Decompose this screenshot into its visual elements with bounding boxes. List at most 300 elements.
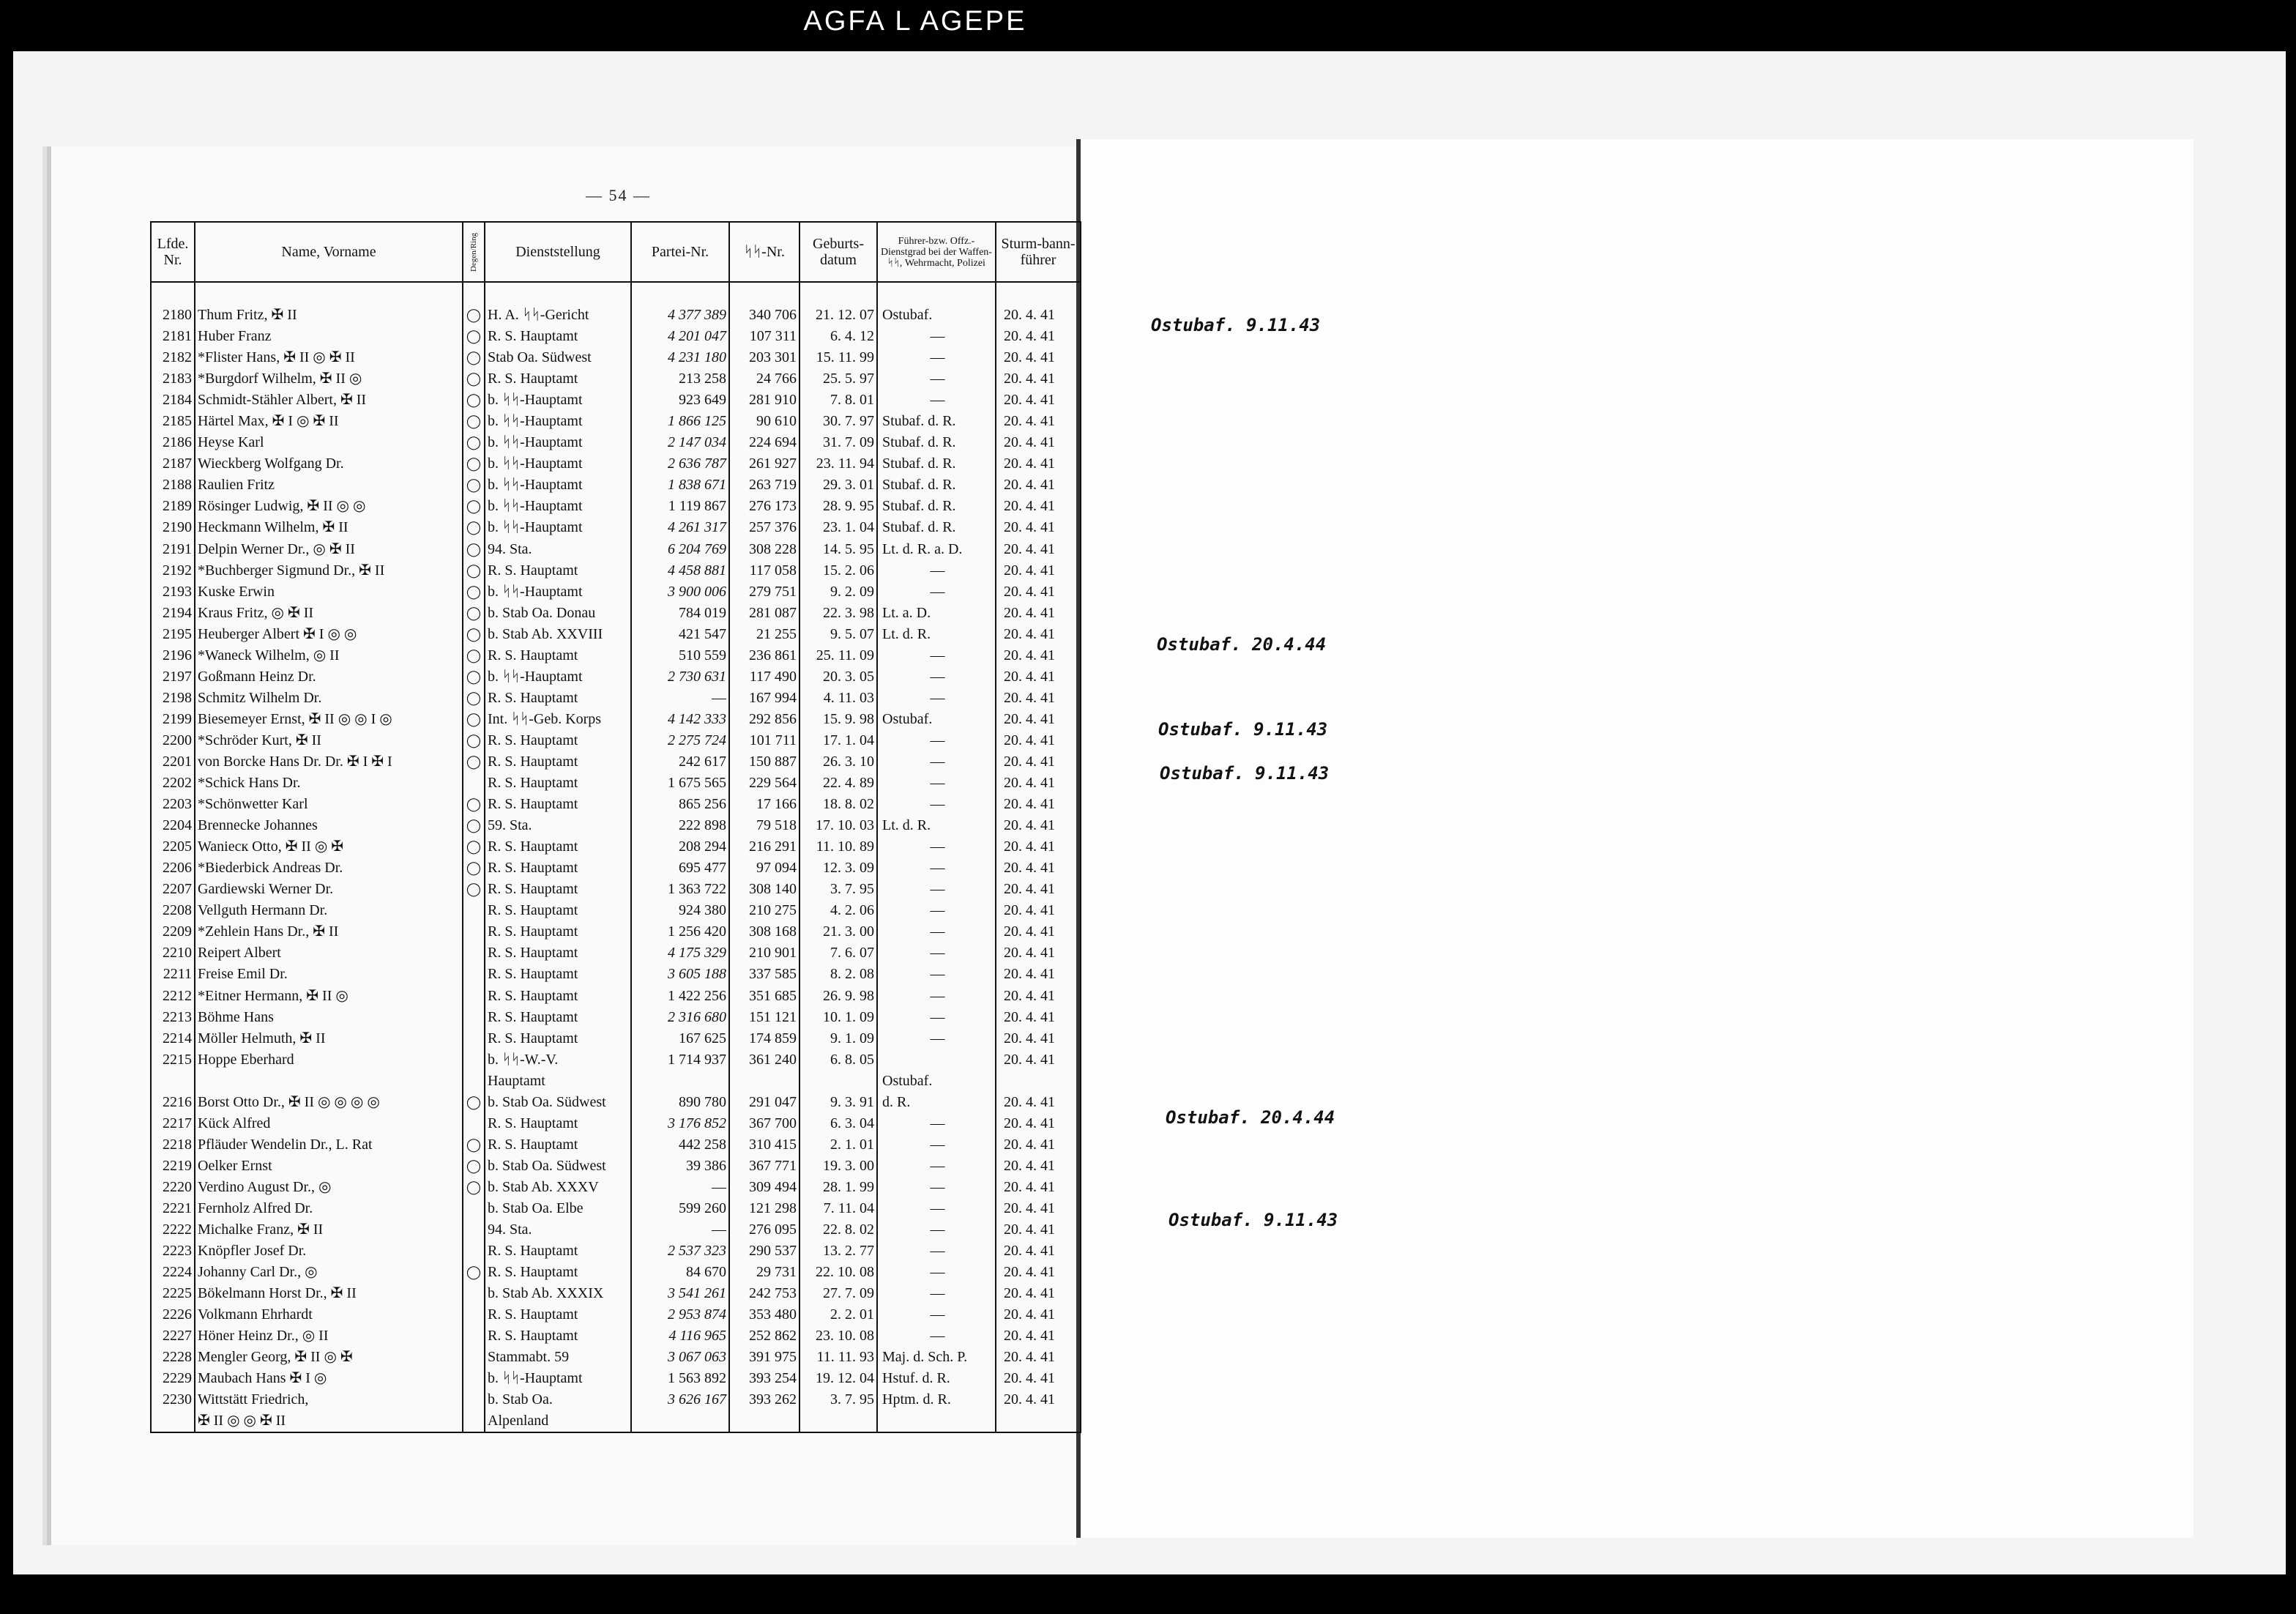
- cell-ss: 310 415: [729, 1134, 800, 1156]
- cell-partei: 865 256: [631, 794, 729, 815]
- cell-rank: —: [877, 773, 996, 794]
- cell-sturm: 20. 4. 41: [996, 1113, 1081, 1134]
- cell-ring: ◯: [463, 560, 485, 581]
- cell-ss: 21 255: [729, 624, 800, 645]
- cell-nr: 2187: [151, 453, 195, 475]
- cell-sturm: 20. 4. 41: [996, 1389, 1081, 1410]
- cell-rank: —: [877, 1198, 996, 1219]
- cell-nr: 2223: [151, 1241, 195, 1262]
- cell-ring: ◯: [463, 709, 485, 730]
- cell-rank: —: [877, 1283, 996, 1304]
- cell-geb: 25. 5. 97: [800, 368, 877, 390]
- cell-dienst: R. S. Hauptamt: [485, 964, 631, 985]
- cell-sturm: 20. 4. 41: [996, 709, 1081, 730]
- cell-name: Raulien Fritz: [195, 475, 463, 496]
- cell-rank: —: [877, 390, 996, 411]
- right-page: [1076, 139, 2194, 1538]
- cell-rank: —: [877, 730, 996, 751]
- cell-dienst: R. S. Hauptamt: [485, 645, 631, 666]
- cell-ring: ◯: [463, 453, 485, 475]
- cell-name: Mengler Georg, ✠ II ◎ ✠: [195, 1347, 463, 1368]
- cell-ss: 252 862: [729, 1325, 800, 1347]
- cell-partei: 2 730 631: [631, 666, 729, 688]
- cell-sturm: 20. 4. 41: [996, 688, 1081, 709]
- cell-sturm: 20. 4. 41: [996, 1325, 1081, 1347]
- cell-sturm: 20. 4. 41: [996, 1283, 1081, 1304]
- cell-name: Maubach Hans ✠ I ◎: [195, 1368, 463, 1389]
- cell-ring: [463, 1368, 485, 1389]
- cell-ss: 210 901: [729, 942, 800, 964]
- cell-nr: 2215: [151, 1049, 195, 1071]
- cell-name: Gardiewski Werner Dr.: [195, 879, 463, 900]
- cell-geb: 30. 7. 97: [800, 411, 877, 432]
- cell-nr: 2227: [151, 1325, 195, 1347]
- cell-ring: [463, 1071, 485, 1092]
- cell-geb: 9. 5. 07: [800, 624, 877, 645]
- cell-geb: 23. 1. 04: [800, 517, 877, 538]
- cell-nr: 2226: [151, 1304, 195, 1325]
- cell-ss: 276 095: [729, 1219, 800, 1241]
- cell-name: *Biederbick Andreas Dr.: [195, 858, 463, 879]
- table-row: [151, 986, 1081, 1007]
- cell-nr: 2191: [151, 539, 195, 560]
- cell-partei: 4 458 881: [631, 560, 729, 581]
- cell-ring: ◯: [463, 1092, 485, 1113]
- cell-name: *Schick Hans Dr.: [195, 773, 463, 794]
- cell-ss: 281 087: [729, 603, 800, 624]
- cell-dienst: b. ᛋᛋ-Hauptamt: [485, 517, 631, 538]
- cell-nr: 2192: [151, 560, 195, 581]
- cell-sturm: 20. 4. 41: [996, 773, 1081, 794]
- cell-partei: 1 675 565: [631, 773, 729, 794]
- cell-geb: 2. 1. 01: [800, 1134, 877, 1156]
- cell-ring: [463, 1304, 485, 1325]
- table-row: [151, 581, 1081, 603]
- cell-ring: [463, 1325, 485, 1347]
- cell-sturm: 20. 4. 41: [996, 1304, 1081, 1325]
- cell-sturm: 20. 4. 41: [996, 1241, 1081, 1262]
- cell-partei: 213 258: [631, 368, 729, 390]
- cell-nr: 2201: [151, 751, 195, 773]
- cell-partei: 3 541 261: [631, 1283, 729, 1304]
- cell-dienst: b. ᛋᛋ-Hauptamt: [485, 1368, 631, 1389]
- table-row: [151, 1071, 1081, 1092]
- cell-ring: [463, 1198, 485, 1219]
- cell-nr: 2229: [151, 1368, 195, 1389]
- cell-dienst: R. S. Hauptamt: [485, 1325, 631, 1347]
- cell-partei: 1 838 671: [631, 475, 729, 496]
- table-row: [151, 751, 1081, 773]
- cell-name: Wittstätt Friedrich,: [195, 1389, 463, 1410]
- cell-partei: 39 386: [631, 1156, 729, 1177]
- cell-ring: [463, 986, 485, 1007]
- cell-rank: —: [877, 1304, 996, 1325]
- cell-rank: —: [877, 836, 996, 858]
- cell-dienst: R. S. Hauptamt: [485, 1113, 631, 1134]
- cell-geb: 4. 2. 06: [800, 900, 877, 921]
- cell-sturm: 20. 4. 41: [996, 347, 1081, 368]
- table-row: [151, 1241, 1081, 1262]
- table-row: [151, 326, 1081, 347]
- cell-ss: 279 751: [729, 581, 800, 603]
- cell-geb: [800, 1410, 877, 1432]
- cell-ss: 393 254: [729, 1368, 800, 1389]
- cell-ss: 24 766: [729, 368, 800, 390]
- table-row: [151, 1134, 1081, 1156]
- cell-geb: 17. 10. 03: [800, 815, 877, 836]
- cell-name: Huber Franz: [195, 326, 463, 347]
- cell-nr: 2220: [151, 1177, 195, 1198]
- cell-sturm: 20. 4. 41: [996, 986, 1081, 1007]
- cell-name: Delpin Werner Dr., ◎ ✠ II: [195, 539, 463, 560]
- cell-dienst: R. S. Hauptamt: [485, 921, 631, 942]
- cell-ring: ◯: [463, 347, 485, 368]
- cell-ring: ◯: [463, 858, 485, 879]
- table-row: [151, 453, 1081, 475]
- cell-nr: 2199: [151, 709, 195, 730]
- cell-dienst: R. S. Hauptamt: [485, 836, 631, 858]
- cell-sturm: 20. 4. 41: [996, 305, 1081, 326]
- cell-partei: [631, 1071, 729, 1092]
- cell-partei: 6 204 769: [631, 539, 729, 560]
- cell-geb: 7. 11. 04: [800, 1198, 877, 1219]
- cell-dienst: R. S. Hauptamt: [485, 1007, 631, 1028]
- cell-ring: ◯: [463, 496, 485, 517]
- table-row: [151, 603, 1081, 624]
- handwritten-note: Ostubaf. 9.11.43: [1160, 763, 1330, 784]
- cell-sturm: 20. 4. 41: [996, 1198, 1081, 1219]
- cell-nr: 2196: [151, 645, 195, 666]
- cell-geb: 23. 11. 94: [800, 453, 877, 475]
- cell-sturm: 20. 4. 41: [996, 900, 1081, 921]
- cell-ss: 90 610: [729, 411, 800, 432]
- table-row: [151, 1304, 1081, 1325]
- header-sturm: Sturm-bann-führer: [996, 222, 1081, 282]
- cell-sturm: 20. 4. 41: [996, 475, 1081, 496]
- cell-partei: 3 176 852: [631, 1113, 729, 1134]
- cell-partei: —: [631, 1177, 729, 1198]
- cell-partei: 1 866 125: [631, 411, 729, 432]
- cell-name: *Waneck Wilhelm, ◎ II: [195, 645, 463, 666]
- cell-ring: [463, 773, 485, 794]
- cell-geb: 27. 7. 09: [800, 1283, 877, 1304]
- cell-ss: 210 275: [729, 900, 800, 921]
- cell-name: Kück Alfred: [195, 1113, 463, 1134]
- cell-partei: 890 780: [631, 1092, 729, 1113]
- cell-nr: 2225: [151, 1283, 195, 1304]
- cell-rank: Stubaf. d. R.: [877, 496, 996, 517]
- cell-sturm: 20. 4. 41: [996, 368, 1081, 390]
- cell-geb: 21. 3. 00: [800, 921, 877, 942]
- page-number: — 54 —: [586, 186, 651, 204]
- cell-ring: ◯: [463, 517, 485, 538]
- cell-ring: ◯: [463, 794, 485, 815]
- cell-dienst: R. S. Hauptamt: [485, 751, 631, 773]
- cell-sturm: 20. 4. 41: [996, 751, 1081, 773]
- cell-ss: 393 262: [729, 1389, 800, 1410]
- cell-geb: 6. 8. 05: [800, 1049, 877, 1071]
- cell-ring: [463, 1219, 485, 1241]
- cell-nr: 2218: [151, 1134, 195, 1156]
- table-row: [151, 836, 1081, 858]
- cell-name: [195, 1071, 463, 1092]
- table-row: [151, 1347, 1081, 1368]
- cell-dienst: b. Stab Oa. Donau: [485, 603, 631, 624]
- cell-ring: [463, 1347, 485, 1368]
- table-row: [151, 517, 1081, 538]
- cell-ss: 151 121: [729, 1007, 800, 1028]
- cell-name: Verdino August Dr., ◎: [195, 1177, 463, 1198]
- handwritten-note: Ostubaf. 9.11.43: [1151, 315, 1321, 335]
- cell-nr: 2213: [151, 1007, 195, 1028]
- cell-partei: 1 563 892: [631, 1368, 729, 1389]
- cell-dienst: Stammabt. 59: [485, 1347, 631, 1368]
- table-row: [151, 368, 1081, 390]
- cell-name: Vellguth Hermann Dr.: [195, 900, 463, 921]
- cell-rank: —: [877, 1219, 996, 1241]
- table-row: [151, 432, 1081, 453]
- cell-dienst: H. A. ᛋᛋ-Gericht: [485, 305, 631, 326]
- cell-geb: 25. 11. 09: [800, 645, 877, 666]
- cell-ss: 337 585: [729, 964, 800, 985]
- film-label: AGFA L AGEPE: [803, 6, 1027, 37]
- cell-geb: 26. 3. 10: [800, 751, 877, 773]
- table-row: [151, 1113, 1081, 1134]
- cell-ring: [463, 1283, 485, 1304]
- cell-ring: ◯: [463, 1177, 485, 1198]
- cell-geb: 28. 1. 99: [800, 1177, 877, 1198]
- cell-dienst: R. S. Hauptamt: [485, 368, 631, 390]
- cell-partei: 167 625: [631, 1028, 729, 1049]
- cell-rank: —: [877, 666, 996, 688]
- table-row: [151, 879, 1081, 900]
- cell-rank: —: [877, 858, 996, 879]
- cell-sturm: 20. 4. 41: [996, 921, 1081, 942]
- cell-rank: Lt. d. R.: [877, 815, 996, 836]
- cell-sturm: 20. 4. 41: [996, 1347, 1081, 1368]
- cell-ss: 107 311: [729, 326, 800, 347]
- cell-ring: [463, 1049, 485, 1071]
- cell-partei: 4 175 329: [631, 942, 729, 964]
- cell-name: *Burgdorf Wilhelm, ✠ II ◎: [195, 368, 463, 390]
- cell-partei: 923 649: [631, 390, 729, 411]
- cell-ss: 351 685: [729, 986, 800, 1007]
- table-row: [151, 1049, 1081, 1071]
- header-geb: Geburts-datum: [800, 222, 877, 282]
- cell-ss: 29 731: [729, 1262, 800, 1283]
- cell-name: Heuberger Albert ✠ I ◎ ◎: [195, 624, 463, 645]
- cell-geb: 11. 10. 89: [800, 836, 877, 858]
- cell-ss: 257 376: [729, 517, 800, 538]
- cell-ring: [463, 1007, 485, 1028]
- cell-nr: 2209: [151, 921, 195, 942]
- cell-ring: ◯: [463, 751, 485, 773]
- cell-partei: 1 256 420: [631, 921, 729, 942]
- cell-name: Oelker Ernst: [195, 1156, 463, 1177]
- cell-name: Pfläuder Wendelin Dr., L. Rat: [195, 1134, 463, 1156]
- cell-geb: 6. 3. 04: [800, 1113, 877, 1134]
- cell-partei: 2 275 724: [631, 730, 729, 751]
- table-row: [151, 794, 1081, 815]
- cell-rank: —: [877, 1113, 996, 1134]
- cell-ss: 261 927: [729, 453, 800, 475]
- cell-ss: 117 490: [729, 666, 800, 688]
- cell-rank: —: [877, 1241, 996, 1262]
- cell-dienst: b. ᛋᛋ-Hauptamt: [485, 390, 631, 411]
- cell-ring: ◯: [463, 688, 485, 709]
- cell-nr: [151, 1071, 195, 1092]
- cell-ss: 150 887: [729, 751, 800, 773]
- cell-nr: 2206: [151, 858, 195, 879]
- cell-name: Goßmann Heinz Dr.: [195, 666, 463, 688]
- cell-partei: 4 201 047: [631, 326, 729, 347]
- cell-nr: 2186: [151, 432, 195, 453]
- cell-partei: 4 231 180: [631, 347, 729, 368]
- cell-name: Kraus Fritz, ◎ ✠ II: [195, 603, 463, 624]
- cell-ss: 308 168: [729, 921, 800, 942]
- cell-nr: 2183: [151, 368, 195, 390]
- cell-dienst: 94. Sta.: [485, 1219, 631, 1241]
- cell-partei: 3 626 167: [631, 1389, 729, 1410]
- cell-ss: 242 753: [729, 1283, 800, 1304]
- cell-partei: 3 605 188: [631, 964, 729, 985]
- cell-ss: 79 518: [729, 815, 800, 836]
- cell-ring: [463, 942, 485, 964]
- cell-nr: 2181: [151, 326, 195, 347]
- cell-ring: ◯: [463, 624, 485, 645]
- cell-rank: —: [877, 1262, 996, 1283]
- cell-dienst: b. ᛋᛋ-Hauptamt: [485, 453, 631, 475]
- cell-geb: 20. 3. 05: [800, 666, 877, 688]
- cell-rank: [877, 1410, 996, 1432]
- cell-dienst: b. Stab Ab. XXVIII: [485, 624, 631, 645]
- table-row: [151, 1262, 1081, 1283]
- cell-dienst: R. S. Hauptamt: [485, 1134, 631, 1156]
- cell-sturm: 20. 4. 41: [996, 326, 1081, 347]
- cell-name: Heckmann Wilhelm, ✠ II: [195, 517, 463, 538]
- cell-name: *Eitner Hermann, ✠ II ◎: [195, 986, 463, 1007]
- cell-name: Johanny Carl Dr., ◎: [195, 1262, 463, 1283]
- table-row: [151, 921, 1081, 942]
- cell-partei: 1 714 937: [631, 1049, 729, 1071]
- cell-rank: —: [877, 751, 996, 773]
- cell-partei: 2 537 323: [631, 1241, 729, 1262]
- cell-ring: ◯: [463, 1156, 485, 1177]
- cell-geb: 4. 11. 03: [800, 688, 877, 709]
- cell-sturm: 20. 4. 41: [996, 1262, 1081, 1283]
- table-row: [151, 1177, 1081, 1198]
- cell-ring: ◯: [463, 603, 485, 624]
- header-nr: Lfde. Nr.: [151, 222, 195, 282]
- cell-geb: 19. 3. 00: [800, 1156, 877, 1177]
- cell-ss: 101 711: [729, 730, 800, 751]
- cell-dienst: 94. Sta.: [485, 539, 631, 560]
- cell-ring: ◯: [463, 879, 485, 900]
- cell-ring: ◯: [463, 815, 485, 836]
- cell-nr: 2190: [151, 517, 195, 538]
- cell-nr: 2202: [151, 773, 195, 794]
- cell-sturm: 20. 4. 41: [996, 794, 1081, 815]
- cell-ss: 263 719: [729, 475, 800, 496]
- cell-sturm: 20. 4. 41: [996, 879, 1081, 900]
- cell-ss: 276 173: [729, 496, 800, 517]
- cell-dienst: R. S. Hauptamt: [485, 794, 631, 815]
- table-row: [151, 858, 1081, 879]
- cell-sturm: 20. 4. 41: [996, 496, 1081, 517]
- cell-rank: Stubaf. d. R.: [877, 517, 996, 538]
- cell-geb: 6. 4. 12: [800, 326, 877, 347]
- cell-dienst: R. S. Hauptamt: [485, 326, 631, 347]
- handwritten-note: Ostubaf. 20.4.44: [1157, 634, 1327, 655]
- cell-rank: Lt. a. D.: [877, 603, 996, 624]
- cell-rank: —: [877, 347, 996, 368]
- cell-sturm: 20. 4. 41: [996, 1219, 1081, 1241]
- cell-geb: 8. 2. 08: [800, 964, 877, 985]
- cell-rank: —: [877, 986, 996, 1007]
- cell-nr: 2208: [151, 900, 195, 921]
- cell-ss: 17 166: [729, 794, 800, 815]
- cell-geb: 23. 10. 08: [800, 1325, 877, 1347]
- cell-nr: 2210: [151, 942, 195, 964]
- cell-rank: Stubaf. d. R.: [877, 475, 996, 496]
- cell-ring: ◯: [463, 390, 485, 411]
- spacer-row: [151, 282, 1081, 305]
- cell-rank: —: [877, 326, 996, 347]
- cell-name: Härtel Max, ✠ I ◎ ✠ II: [195, 411, 463, 432]
- cell-rank: —: [877, 1177, 996, 1198]
- table-row: [151, 964, 1081, 985]
- cell-rank: —: [877, 1156, 996, 1177]
- cell-sturm: 20. 4. 41: [996, 645, 1081, 666]
- cell-nr: 2194: [151, 603, 195, 624]
- cell-rank: Ostubaf.: [877, 1071, 996, 1092]
- cell-partei: 84 670: [631, 1262, 729, 1283]
- cell-nr: 2193: [151, 581, 195, 603]
- cell-name: Bökelmann Horst Dr., ✠ II: [195, 1283, 463, 1304]
- cell-nr: 2214: [151, 1028, 195, 1049]
- cell-ss: 203 301: [729, 347, 800, 368]
- cell-dienst: b. ᛋᛋ-Hauptamt: [485, 581, 631, 603]
- cell-partei: 695 477: [631, 858, 729, 879]
- cell-ring: ◯: [463, 645, 485, 666]
- table-row: [151, 645, 1081, 666]
- cell-ss: 367 700: [729, 1113, 800, 1134]
- cell-geb: 22. 4. 89: [800, 773, 877, 794]
- cell-sturm: 20. 4. 41: [996, 1156, 1081, 1177]
- cell-dienst: b. Stab Oa.: [485, 1389, 631, 1410]
- cell-name: Wieckberg Wolfgang Dr.: [195, 453, 463, 475]
- cell-nr: 2216: [151, 1092, 195, 1113]
- cell-rank: —: [877, 879, 996, 900]
- cell-name: Waniecк Otto, ✠ II ◎ ✠: [195, 836, 463, 858]
- cell-ring: [463, 1028, 485, 1049]
- cell-partei: 442 258: [631, 1134, 729, 1156]
- table-row: [151, 411, 1081, 432]
- cell-ss: 308 228: [729, 539, 800, 560]
- table-row: [151, 624, 1081, 645]
- cell-sturm: 20. 4. 41: [996, 1092, 1081, 1113]
- cell-ring: ◯: [463, 666, 485, 688]
- cell-ring: ◯: [463, 411, 485, 432]
- cell-ring: [463, 1113, 485, 1134]
- cell-rank: —: [877, 1007, 996, 1028]
- cell-ring: ◯: [463, 581, 485, 603]
- cell-name: *Schönwetter Karl: [195, 794, 463, 815]
- cell-nr: 2219: [151, 1156, 195, 1177]
- cell-ss: 291 047: [729, 1092, 800, 1113]
- table-row: [151, 666, 1081, 688]
- cell-dienst: R. S. Hauptamt: [485, 858, 631, 879]
